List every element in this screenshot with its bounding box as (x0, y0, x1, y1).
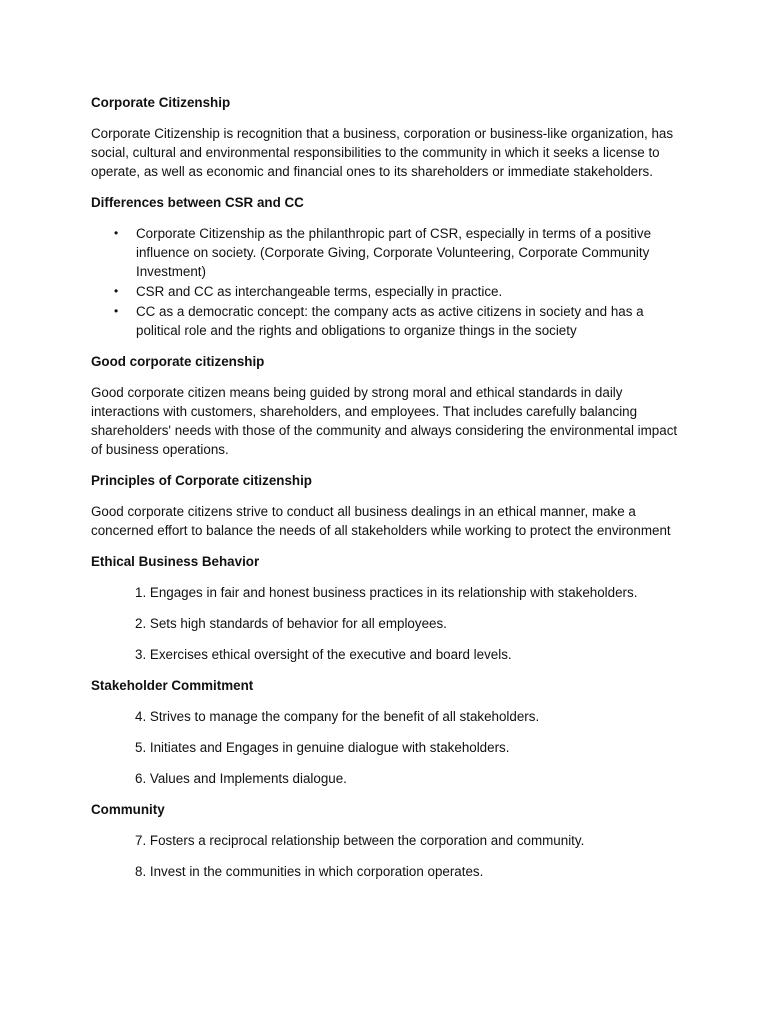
bullet-icon: • (114, 226, 119, 240)
numbered-item: 7. Fosters a reciprocal relationship between the corporation and community. (135, 833, 585, 848)
differences-heading: Differences between CSR and CC (91, 195, 304, 210)
document-title: Corporate Citizenship (91, 95, 231, 110)
bullet-icon: • (114, 304, 119, 318)
numbered-item: 8. Invest in the communities in which corporation operates. (135, 864, 484, 879)
list-item-text: CSR and CC as interchangeable terms, especially in practice. (136, 284, 503, 299)
intro-paragraph: Corporate Citizenship is recognition that a business, corporation or business-like organization, has social, cultural and environmental responsibilities to the community in which it seeks a license to operate, as well as economic and financial ones to its shareholders or immediate stakeholders. (91, 126, 674, 179)
numbered-item: 5. Initiates and Engages in genuine dialogue with stakeholders. (135, 740, 510, 755)
list-item (91, 282, 681, 301)
ethical-behavior-heading: Ethical Business Behavior (91, 554, 260, 569)
good-citizenship-paragraph: Good corporate citizen means being guided by strong moral and ethical standards in daily interactions with customers, shareholders, and employees. That includes carefully balancing shareholders' needs with those of the community and always considering the environmental impact of business operations. (91, 385, 678, 457)
bullet-icon: • (114, 284, 119, 298)
numbered-item: 4. Strives to manage the company for the benefit of all stakeholders. (135, 709, 540, 724)
principles-paragraph: Good corporate citizens strive to conduct all business dealings in an ethical manner, make a concerned effort to balance the needs of all stakeholders while working to protect the environment (91, 504, 671, 538)
differences-list (91, 224, 681, 340)
list-item (91, 302, 681, 340)
stakeholder-commitment-heading: Stakeholder Commitment (91, 678, 254, 693)
community-heading: Community (91, 802, 165, 817)
principles-heading: Principles of Corporate citizenship (91, 473, 312, 488)
good-citizenship-heading: Good corporate citizenship (91, 354, 265, 369)
list-item-text: CC as a democratic concept: the company acts as active citizens in society and has a political role and the rights and obligations to organize things in the society (136, 304, 644, 338)
list-item-text: Corporate Citizenship as the philanthropic part of CSR, especially in terms of a positive influence on society. (Corporate Giving, Corporate Volunteering, Corporate Community Investment) (136, 226, 652, 279)
numbered-item: 6. Values and Implements dialogue. (135, 771, 347, 786)
numbered-item: 1. Engages in fair and honest business practices in its relationship with stakeholders. (135, 585, 638, 600)
list-item (91, 224, 681, 281)
numbered-item: 2. Sets high standards of behavior for all employees. (135, 616, 447, 631)
numbered-item: 3. Exercises ethical oversight of the executive and board levels. (135, 647, 512, 662)
document-page (91, 93, 681, 893)
